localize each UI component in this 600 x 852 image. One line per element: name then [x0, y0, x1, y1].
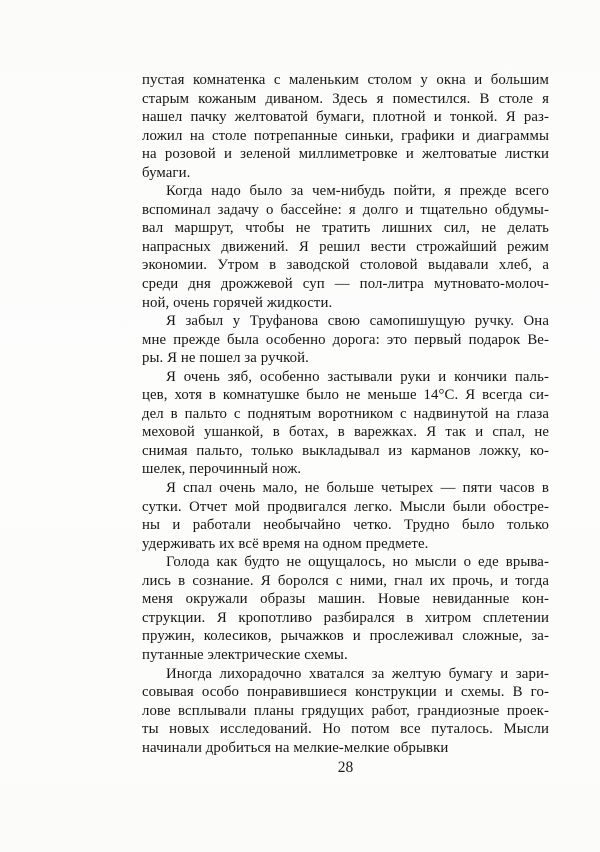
text-line: цев, хотя в комнатушке было не меньше 14°С. Я всегда си-: [142, 387, 549, 404]
text-line: вспоминал задачу о бассейне: я долго и тщательно обдумы-: [142, 201, 549, 218]
text-line: мне прежде была особенно дорога: это первый подарок Ве-: [142, 331, 549, 348]
text-line: удерживать их всё время на одном предмете.: [142, 535, 429, 552]
text-line: Когда надо было за чем-нибудь пойти, я прежде всего: [166, 183, 549, 200]
text-line: Я очень зяб, особенно застывали руки и кончики паль-: [166, 368, 549, 385]
text-line: меховой ушанкой, в ботах, в варежках. Я так и спал, не: [142, 424, 549, 441]
text-line: старым кожаным диваном. Здесь я поместился. В столе я: [142, 90, 549, 107]
text-line: среди дня дрожжевой суп — пол-литра мутновато-молоч-: [142, 276, 549, 293]
text-line: путанные электрические схемы.: [142, 646, 348, 663]
text-line: ны и работали необычайно четко. Трудно было только: [142, 517, 549, 534]
page-number: 28: [337, 759, 354, 776]
text-line: ложил на столе потрепанные синьки, графики и диаграммы: [142, 127, 549, 144]
text-line: струкции. Я кропотливо разбирался в хитром сплетении: [142, 609, 549, 626]
text-block: [142, 71, 549, 757]
text-line: шелек, перочинный нож.: [142, 461, 302, 478]
paragraph: [142, 553, 549, 664]
text-line: сутки. Отчет мой продвигался легко. Мысли были обостре-: [142, 498, 549, 515]
text-line: Я забыл у Труфанова свою самопишущую ручку. Она: [166, 313, 549, 330]
paragraph: [142, 312, 549, 368]
text-line: бумаги.: [142, 164, 191, 181]
text-line: лись в сознание. Я боролся с ними, гнал их прочь, и тогда: [142, 572, 549, 589]
text-line: Иногда лихорадочно хватался за желтую бумагу и зари-: [166, 665, 549, 682]
text-line: пружин, колесиков, рычажков и прослеживал сложные, за-: [142, 628, 549, 645]
paragraph: [142, 182, 549, 312]
text-line: вал маршрут, чтобы не тратить лишних сил, не делать: [142, 220, 549, 237]
text-line: Голода как будто не ощущалось, но мысли о еде врыва-: [166, 554, 549, 571]
text-line: меня окружали образы машин. Новые невиданные кон-: [142, 591, 549, 608]
text-line: ты новых исследований. Но потом все путалось. Мысли: [142, 721, 549, 738]
text-line: ной, очень горячей жидкости.: [142, 294, 333, 311]
paragraph: [142, 665, 549, 758]
paragraph: [142, 479, 549, 553]
text-line: Я спал очень мало, не больше четырех — пяти часов в: [166, 480, 549, 497]
text-line: лове всплывали планы грядущих работ, грандиозные проек-: [142, 702, 549, 719]
text-line: экономии. Утром в заводской столовой выдавали хлеб, а: [142, 257, 549, 274]
paragraph: [142, 368, 549, 479]
text-line: снимая пальто, только выкладывал из карманов ложку, ко-: [142, 442, 549, 459]
text-line: напрасных движений. Я решил вести строжайший режим: [142, 238, 549, 255]
text-line: нашел пачку желтоватой бумаги, плотной и тонкой. Я раз-: [142, 109, 549, 126]
text-line: совывая особо понравившиеся конструкции и схемы. В го-: [142, 684, 549, 701]
paragraph: [142, 71, 549, 182]
text-line: дел в пальто с поднятым воротником с надвинутой на глаза: [142, 405, 549, 422]
text-line: начинали дробиться на мелкие-мелкие обрывки: [142, 739, 449, 756]
text-line: пустая комнатенка с маленьким столом у окна и большим: [142, 72, 549, 88]
text-line: ры. Я не пошел за ручкой.: [142, 350, 309, 367]
text-line: на розовой и зеленой миллиметровке и желтоватые листки: [142, 146, 549, 163]
